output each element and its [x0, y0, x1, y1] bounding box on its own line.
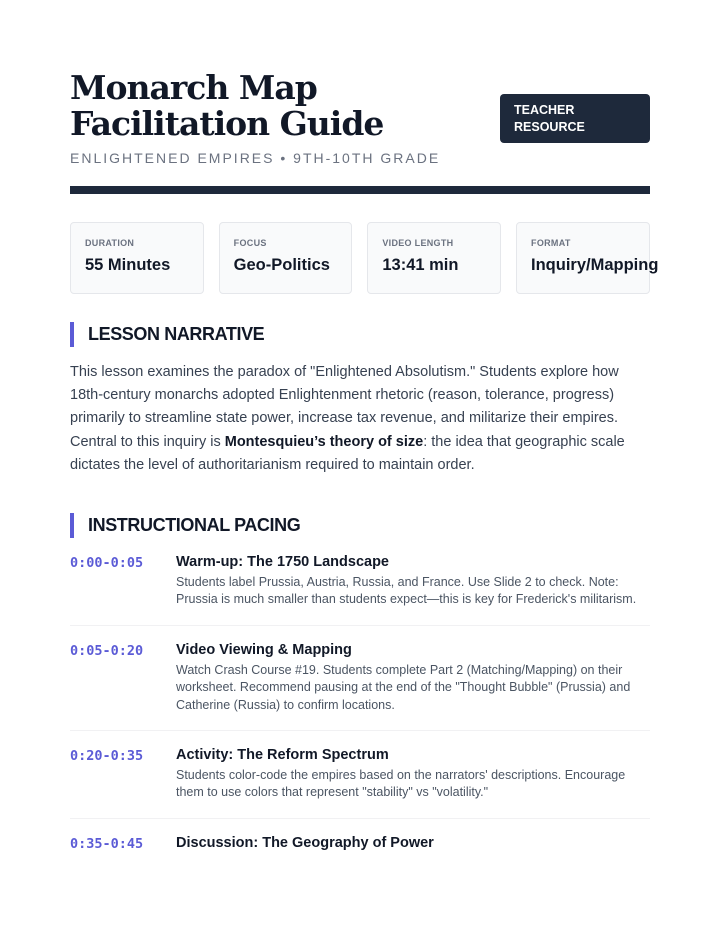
section-title: LESSON NARRATIVE: [88, 324, 265, 344]
lesson-narrative-text: [70, 361, 650, 477]
stat-label: FORMAT: [531, 238, 571, 248]
stat-card-focus: [219, 222, 353, 294]
header: [70, 0, 650, 194]
pacing-description: Watch Crash Course #19. Students complete Part 2 (Matching/Mapping) on their worksheet. Recommend pausing at the end of the "Thought Bubble" (Prussia) and Catherine (Russia) to confirm locations.: [176, 662, 631, 712]
pacing-time: 0:20-0:35: [70, 748, 144, 765]
pacing-time: 0:05-0:20: [70, 642, 144, 659]
stat-card-format: [516, 222, 659, 294]
header-divider: [70, 186, 650, 194]
narrative-text-before: This lesson examines the paradox of "Enlightened Absolutism." Students explore how 18th-century monarchs adopted Enlightenment rhetoric (reason, tolerance, progress) primarily to streamline state power, increase tax revenue, and militarize their empires. Central to this inquiry is: [70, 364, 619, 450]
pacing-timeline: [70, 550, 650, 868]
pacing-time: 0:00-0:05: [70, 555, 144, 572]
teacher-resource-badge: TEACHER RESOURCE: [500, 94, 650, 143]
pacing-body: [176, 554, 650, 609]
stat-label: FOCUS: [233, 238, 267, 248]
pacing-body: [176, 642, 650, 714]
pacing-title: Activity: The Reform Spectrum: [176, 747, 389, 764]
pacing-title: Discussion: The Geography of Power: [176, 834, 434, 851]
stat-value: 55 Minutes: [85, 256, 171, 274]
narrative-bold-term: Montesquieu’s theory of size: [224, 433, 424, 450]
stats-row: [70, 222, 659, 294]
pacing-row: [70, 626, 650, 731]
section-accent-bar: [70, 322, 74, 347]
pacing-description: Students color-code the empires based on the narrators' descriptions. Encourage them to use colors that represent "stability" vs "volatility.": [176, 768, 626, 800]
pacing-title: Video Viewing & Mapping: [176, 641, 352, 658]
page-title: Monarch Map Facilitation Guide: [70, 68, 384, 143]
pacing-time: 0:35-0:45: [70, 835, 144, 852]
lesson-narrative-heading: [70, 322, 650, 347]
pacing-description: Students label Prussia, Austria, Russia, and France. Use Slide 2 to check. Note: Prussia is much smaller than students expect—this is key for Frederick's militarism.: [176, 575, 637, 607]
stat-card-duration: [70, 222, 204, 294]
stat-value: 13:41 min: [382, 256, 459, 274]
section-accent-bar: [70, 513, 74, 538]
pacing-title: Warm-up: The 1750 Landscape: [176, 554, 389, 571]
stat-value: Geo-Politics: [233, 256, 330, 274]
page-subtitle: ENLIGHTENED EMPIRES • 9TH-10TH GRADE: [70, 150, 441, 166]
pacing-row: [70, 819, 650, 868]
stat-card-video-length: [367, 222, 501, 294]
pacing-row: [70, 550, 650, 626]
stat-label: DURATION: [85, 238, 135, 248]
pacing-body: [176, 747, 650, 802]
stat-value: Inquiry/Mapping: [531, 256, 659, 274]
stat-label: VIDEO LENGTH: [382, 238, 454, 248]
instructional-pacing-heading: [70, 513, 650, 538]
narrative-text-after: : the idea that geographic scale dictates the level of authoritarianism required to maintain order.: [70, 433, 625, 473]
pacing-row: [70, 731, 650, 819]
section-title: INSTRUCTIONAL PACING: [88, 515, 301, 536]
pacing-body: [176, 835, 650, 852]
